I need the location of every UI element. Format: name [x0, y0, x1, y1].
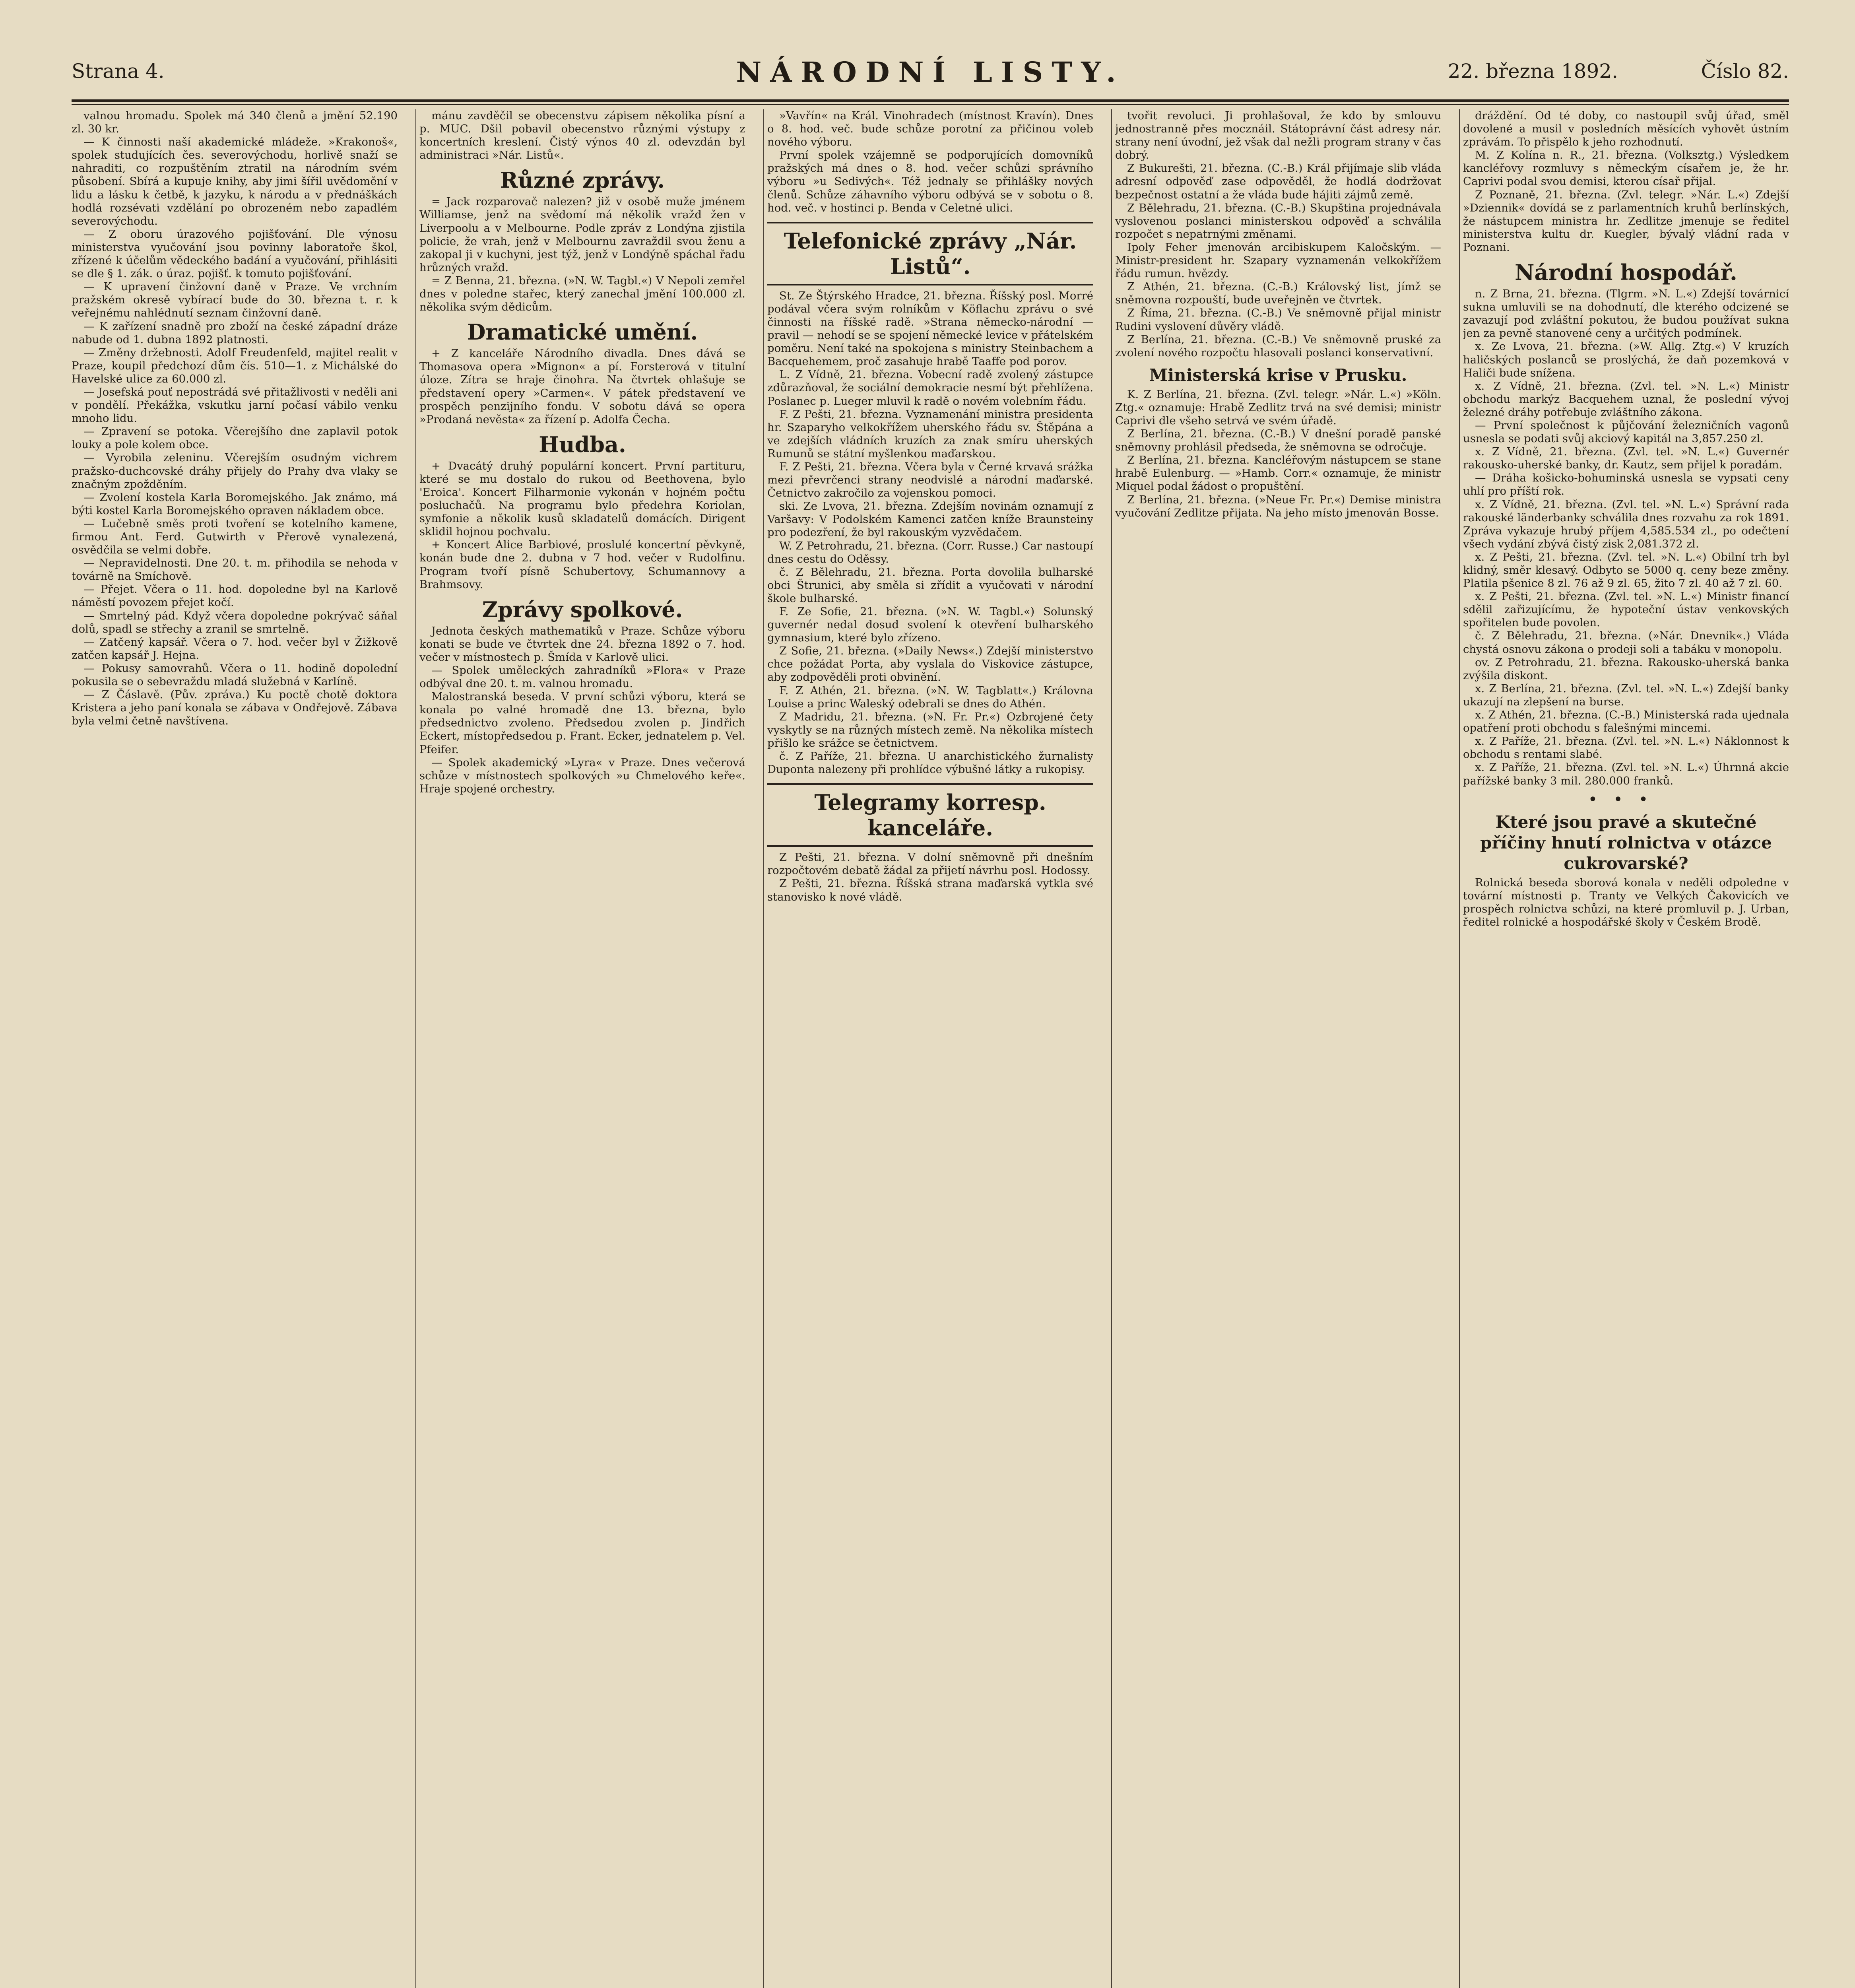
article: »Vavřín« na Král. Vinohradech (místnost Kravín). Dnes o 8. hod. več. bude schůze porotní za přičinou voleb nového výboru.	[767, 109, 1093, 149]
article: — K činnosti naší akademické mládeže. »Krakonoš«, spolek studujících čes. severovýchodu, horlivě snaží se nahraditi, co rozpuštěním ztratil na národním svém působení. Sbírá a kupuje knihy, aby jimi šířil uvědomění v lidu a lásku k četbě, k jazyku, k národu a v přednáškách hodlá rozsévati vzdělání po obrozeném nebo zapadlém severovýchodu.	[72, 136, 398, 227]
article: Z Říma, 21. března. (C.-B.) Ve sněmovně přijal ministr Rudini vyslovení důvěry vládě.	[1115, 307, 1441, 333]
article: — Zatčený kapsář. Včera o 7. hod. večer byl v Žižkově zatčen kapsář J. Hejna.	[72, 635, 398, 662]
article: Z Berlína, 21. března. (C.-B.) V dnešní poradě panské sněmovny prohlásil předseda, že sněmovna se odročuje.	[1115, 427, 1441, 454]
article: ski. Ze Lvova, 21. března. Zdejším novinám oznamují z Varšavy: V Podolském Kamenci zatčen kníže Braunsteiny pro podezření, že byl rakouským vyzvědačem.	[767, 500, 1093, 539]
article: — Zvolení kostela Karla Boromejského. Jak známo, má býti kostel Karla Boromejského opraven nákladem obce.	[72, 491, 398, 517]
article: M. Z Kolína n. R., 21. března. (Volksztg.) Výsledkem kancléřovy rozmluvy s německým císařem je, že hr. Caprivi podal svou demisi, kterou císař přijal.	[1463, 149, 1789, 188]
header-rule	[72, 99, 1789, 102]
section-heading-farmers-question: Které jsou pravé a skutečné příčiny hnutí rolnictva v otázce cukrovarské?	[1480, 812, 1772, 873]
page-header	[72, 56, 1789, 95]
article: Z Madridu, 21. března. (»N. Fr. Pr.«) Ozbrojené čety vyskytly se na různých místech země. Na několika místech přišlo ke srážce se četnictvem.	[767, 710, 1093, 749]
article: Z Berlína, 21. března. Kancléřovým nástupcem se stane hrabě Eulenburg. — »Hamb. Corr.« oznamuje, že ministr Miquel podal žádost o propuštění.	[1115, 454, 1441, 493]
article: — Vyrobila zeleninu. Včerejším osudným vichrem pražsko-duchcovské dráhy přijely do Prahy dva vlaky se značným zpožděním.	[72, 451, 398, 491]
column-2	[419, 109, 745, 1988]
section-heading-prussian-crisis: Ministerská krise v Prusku.	[1149, 365, 1407, 385]
column-divider	[1111, 109, 1112, 1988]
article: č. Z Bělehradu, 21. března. Porta dovolila bulharské obci Štrunici, aby směla si zřídit a vyučovati v národní škole bulharské.	[767, 565, 1093, 605]
article: W. Z Petrohradu, 21. března. (Corr. Russe.) Car nastoupí dnes cestu do Oděssy.	[767, 539, 1093, 565]
article: Z Bukurešti, 21. března. (C.-B.) Král přijímaje slib vláda adresní odpověď zase odpověděl, že hodlá dodržovat bezpečnost ostatní a že vláda bude hájiti zájmů země.	[1115, 162, 1441, 201]
article: Z Bělehradu, 21. března. (C.-B.) Skupština projednávala vyslovenou poslanci ministerskou odpověď a schválila rozpočet s nepatrnými změnami.	[1115, 201, 1441, 241]
column-divider	[415, 109, 416, 1988]
article: x. Z Athén, 21. března. (C.-B.) Ministerská rada ujednala opatření proti obchodu s falešnými mincemi.	[1463, 709, 1789, 735]
article: — Josefská pouť nepostrádá své přitažlivosti v neděli ani v pondělí. Překážka, vskutku jarní počasí vábilo venku mnoho lidu.	[72, 385, 398, 425]
article: F. Ze Sofie, 21. března. (»N. W. Tagbl.«) Solunský guvernér nedal dosud svolení k otevření bulharského gymnasium, které bylo zřízeno.	[767, 605, 1093, 645]
article: ov. Z Petrohradu, 21. března. Rakousko-uherská banka zvýšila diskont.	[1463, 656, 1789, 682]
section-heading-drama: Dramatické umění.	[467, 319, 698, 345]
article: x. Z Vídně, 21. března. (Zvl. tel. »N. L.«) Ministr obchodu markýz Bacquehem uznal, že poslední vývoj železné dráhy potřebuje zvláštního zákona.	[1463, 379, 1789, 419]
article: Ipoly Feher jmenován arcibiskupem Kaločským. — Ministr-president hr. Szapary vyznamenán velkokřížem řádu rumun. hvězdy.	[1115, 241, 1441, 280]
article: — Spolek uměleckých zahradníků »Flora« v Praze odbýval dne 20. t. m. valnou hromadu.	[419, 664, 745, 690]
section-heading-telegrams: Telegramy korresp. kanceláře.	[767, 783, 1093, 847]
article: L. Z Vídně, 21. března. Vobecní radě zvolený zástupce zdůrazňoval, že sociální demokracie nesmí být přehlížena. Poslanec p. Lueger mluvil k radě o novém volebním řádu.	[767, 368, 1093, 408]
article: — Změny držebnosti. Adolf Freudenfeld, majitel realit v Praze, koupil předchozí dům čís. 510—1. z Michálské do Havelské ulice za 60.000 zl.	[72, 346, 398, 385]
article: x. Z Paříže, 21. března. (Zvl. tel. »N. L.«) Úhrnná akcie pařížské banky 3 mil. 280.000 franků.	[1463, 761, 1789, 787]
page-number: Strana 4.	[72, 60, 165, 83]
column-divider	[763, 109, 764, 1988]
column-3	[767, 109, 1093, 1988]
article: tvořit revoluci. Ji prohlašoval, že kdo by smlouvu jednostranně přes mocznáil. Státoprávní část adresy nár. strany není úvodní, jež však dal nežli program strany v čas dobrý.	[1115, 109, 1441, 162]
section-heading-music: Hudba.	[539, 431, 626, 457]
article: Z Berlína, 21. března. (C.-B.) Ve sněmovně pruské za zvolení nového rozpočtu hlasovali poslanci konservativní.	[1115, 333, 1441, 359]
article: = Jack rozparovač nalezen? již v osobě muže jménem Williamse, jenž na svědomí má několik vražd žen v Liverpoolu a v Melbourne. Podle zpráv z Londýna zjistila policie, že vrah, jenž v Melbournu zavraždil svou ženu a zakopal ji v kuchyni, jest týž, jenž v Londýně spáchal řadu hrůzných vražd.	[419, 195, 745, 274]
article: F. Z Pešti, 21. března. Včera byla v Černé krvavá srážka mezi převrčenci strany neodvislé a národní maďarské. Četnictvo zakročilo za vojenskou pomoci.	[767, 460, 1093, 500]
article: dráždění. Od té doby, co nastoupil svůj úřad, směl dovolené a musil v posledních měsících vyhovět ústním zprávám. To přispělo k jeho rozhodnutí.	[1463, 109, 1789, 149]
article: č. Z Bělehradu, 21. března. (»Nár. Dnevnik«.) Vláda chystá osnovu zákona o prodeji soli a tabáku v monopolu.	[1463, 629, 1789, 656]
article: Z Athén, 21. března. (C.-B.) Královský list, jímž se sněmovna rozpouští, bude uveřejněn ve čtvrtek.	[1115, 280, 1441, 307]
article: — K zařízení snadně pro zboží na české západní dráze nabude od 1. dubna 1892 platnosti.	[72, 320, 398, 346]
article: mánu zavděčil se obecenstvu zápisem několika písní a p. MUC. Dšil pobavil obecenstvo různými výstupy z koncertních kreslení. Čistý výnos 40 zl. odevzdán byl administraci »Nár. Listů«.	[419, 109, 745, 162]
article: — Nepravidelnosti. Dne 20. t. m. přihodila se nehoda v továrně na Smíchově.	[72, 557, 398, 583]
article: Z Berlína, 21. března. (»Neue Fr. Pr.«) Demise ministra vyučování Zedlitze přijata. Na jeho místo jmenován Bosse.	[1115, 493, 1441, 519]
article: Jednota českých mathematiků v Praze. Schůze výboru konati se bude ve čtvrtek dne 24. března 1892 o 7. hod. večer v místnostech p. Šmída v Karlově ulici.	[419, 624, 745, 664]
article: x. Ze Lvova, 21. března. (»W. Allg. Ztg.«) V kruzích haličských poslanců se proslýchá, že daň pozemková v Haliči bude snížena.	[1463, 340, 1789, 379]
article: K. Z Berlína, 21. března. (Zvl. telegr. »Nár. L.«) »Köln. Ztg.« oznamuje: Hrabě Zedlitz trvá na své demisi; ministr Caprivi dle všeho setrvá ve svém úřadě.	[1115, 388, 1441, 427]
article: x. Z Vídně, 21. března. (Zvl. tel. »N. L.«) Guvernér rakousko-uherské banky, dr. Kautz, sem přijel k poradám.	[1463, 445, 1789, 472]
article: + Koncert Alice Barbiové, proslulé koncertní pěvkyně, konán bude dne 2. dubna v 7 hod. večer v Rudolfinu. Program tvoří písně Schubertovy, Schumannovy a Brahmsovy.	[419, 538, 745, 591]
article: x. Z Berlína, 21. března. (Zvl. tel. »N. L.«) Zdejší banky ukazují na zlepšení na burse.	[1463, 682, 1789, 708]
section-heading-various-news: Různé zprávy.	[500, 167, 665, 193]
column-1	[72, 109, 398, 1988]
article: + Z kanceláře Národního divadla. Dnes dává se Thomasova opera »Mignon« a pí. Forsterová v titulní úloze. Zítra se hraje činohra. Na čtvrtek ohlašuje se představení opery »Carmen«. V pátek představení ve prospěch penzijního fondu. V sobotu dává se opera »Prodaná nevěsta« za řízení p. Adolfa Čecha.	[419, 347, 745, 426]
article: Z Pešti, 21. března. Říšská strana maďarská vytkla své stanovisko k nové vládě.	[767, 877, 1093, 903]
article: = Z Benna, 21. března. (»N. W. Tagbl.«) V Nepoli zemřel dnes v poledne stařec, který zanechal jmění 100.000 zl. několika svým dědicům.	[419, 274, 745, 314]
article: — Smrtelný pád. Když včera dopoledne pokrývač sáňal dolů, spadl se střechy a zranil se smrtelně.	[72, 609, 398, 635]
article: — Spolek akademický »Lyra« v Praze. Dnes večerová schůze v místnostech spolkových »u Chmelového keře«. Hraje spojené orchestry.	[419, 756, 745, 795]
article: Z Pešti, 21. března. V dolní sněmovně při dnešním rozpočtovém debatě žádal za přijetí návrhu posl. Hodossy.	[767, 851, 1093, 877]
masthead-title: NÁRODNÍ LISTY.	[736, 56, 1125, 89]
article: — Z Čáslavě. (Pův. zpráva.) Ku poctě chotě doktora Kristera a jeho paní konala se zábava v Ondřejově. Zábava byla velmi četně navštívena.	[72, 688, 398, 728]
article: valnou hromadu. Spolek má 340 členů a jmění 52.190 zl. 30 kr.	[72, 109, 398, 136]
article: + Dvacátý druhý populární koncert. První partituru, které se mu dostalo do rukou od Beethovena, bylo 'Eroica'. Koncert Filharmonie vykonán v hojném počtu posluchačů. Na programu bylo předehra Koriolan, symfonie a několik kusů skladatelů domácích. Dirigent sklidil hojnou pochvalu.	[419, 459, 745, 538]
article: — K upravení činžovní daně v Praze. Ve vrchním pražském okresě vybírací bude do 30. března t. r. k veřejnému nahlédnutí seznam činžovní daně.	[72, 280, 398, 320]
column-divider	[1459, 109, 1460, 1988]
article: St. Ze Štýrského Hradce, 21. března. Říšský posl. Morré podával včera svým rolníkům v Köflachu zprávu o své činnosti na říšské radě. »Strana německo-národní — pravil — nehodí se se spojení německé levice v přátelském poměru. Není také na spokojena s ministry Steinbachem a Bacquehemem, proč zasahuje hrabě Taaffe pod porov.	[767, 289, 1093, 368]
article: x. Z Paříže, 21. března. (Zvl. tel. »N. L.«) Náklonnost k obchodu s rentami slabé.	[1463, 735, 1789, 761]
column-5	[1463, 109, 1789, 1988]
section-heading-economy: Národní hospodář.	[1515, 260, 1737, 285]
article: č. Z Paříže, 21. března. U anarchistického žurnalisty Duponta nalezeny při prohlídce výbušné látky a rukopisy.	[767, 750, 1093, 776]
header-rule-thin	[72, 104, 1789, 105]
article: První spolek vzájemně se podporujících domovníků pražských má dnes o 8. hod. večer schůzi správního výboru »u Sedivých«. Též jednaly se přihlášky nových členů. Schůze záhavního výboru odbývá se v sobotu o 8. hod. več. v hostinci p. Benda v Celetné ulici.	[767, 149, 1093, 214]
article: — Pokusy samovrahů. Včera o 11. hodině dopolední pokusila se o sebevraždu mladá služebná v Karlíně.	[72, 662, 398, 688]
ornament-divider: •••	[1588, 790, 1664, 809]
article: n. Z Brna, 21. března. (Tlgrm. »N. L.«) Zdejší továrnicí sukna umluvili se na dohodnutí, dle kterého odcizené se zavazují pod zvláštní pokutou, že budou používat sukna jen za pevně stanovené ceny a určitých podmínek.	[1463, 287, 1789, 340]
article: Z Poznaně, 21. března. (Zvl. telegr. »Nár. L.«) Zdejší »Dziennik« dovídá se z parlamentních kruhů berlínských, že nástupcem ministra hr. Zedlitze jmenuje se ředitel ministerstva kultu dr. Kuegler, bývalý vládní rada v Poznani.	[1463, 188, 1789, 254]
section-heading-telephone-reports: Telefonické zprávy „Nár. Listů“.	[767, 222, 1093, 285]
article: — Přejet. Včera o 11. hod. dopoledne byl na Karlově náměstí povozem přejet kočí.	[72, 583, 398, 609]
article: — První společnost k půjčování železničních vagonů usnesla se podati svůj akciový kapitál na 3,857.250 zl.	[1463, 419, 1789, 445]
issue-date: 22. března 1892.	[1448, 60, 1618, 83]
article: — Z oboru úrazového pojišťování. Dle výnosu ministerstva vyučování jsou povinny laboratoře škol, zřízené k účelům vědeckého badání a vyučování, přihlásiti se dle § 1. zák. o úraz. pojišť. k tomuto pojišťování.	[72, 227, 398, 280]
column-4	[1115, 109, 1441, 1988]
article: F. Z Pešti, 21. března. Vyznamenání ministra presidenta hr. Szaparyho velkokřížem uherského řádu sv. Štěpána a ve zdejších vládních kruzích za znak smíru uherských Rumunů se státní myšlenkou maďarskou.	[767, 408, 1093, 460]
article: x. Z Vídně, 21. března. (Zvl. tel. »N. L.«) Správní rada rakouské länderbanky schválila dnes rozvahu za rok 1891. Zpráva vykazuje hrubý příjem 4,585.534 zl., po odečtení všech vydání zbývá čistý zisk 2,081.372 zl.	[1463, 498, 1789, 550]
article: — Lučebně směs proti tvoření se kotelního kamene, firmou Ant. Ferd. Gutwirth v Přerově vynalezená, osvědčila se velmi dobře.	[72, 517, 398, 557]
article: x. Z Pešti, 21. března. (Zvl. tel. »N. L.«) Obilní trh byl klidný, směr klesavý. Odbyto se 5000 q. ceny beze změny. Platila pšenice 8 zl. 76 až 9 zl. 65, žito 7 zl. 40 až 7 zl. 60.	[1463, 550, 1789, 590]
article: Rolnická beseda sborová konala v neděli odpoledne v tovární místnosti p. Tranty ve Velkých Čakovicích ve prospěch rolnictva schůzi, na které promluvil p. J. Urban, ředitel rolnické a hospodářské školy v Českém Brodě.	[1463, 876, 1789, 928]
article: — Zpravení se potoka. Včerejšího dne zaplavil potok louky a pole kolem obce.	[72, 425, 398, 451]
article: Malostranská beseda. V první schůzi výboru, která se konala po valné hromadě dne 13. března, bylo předsednictvo zvoleno. Předsedou zvolen p. Jindřich Eckert, místopředsedou p. Frant. Ecker, jednatelem p. Vel. Pfeifer.	[419, 690, 745, 756]
article: F. Z Athén, 21. března. (»N. W. Tagblatt«.) Královna Louise a princ Waleský odebrali se dnes do Athén.	[767, 684, 1093, 710]
article: x. Z Pešti, 21. března. (Zvl. tel. »N. L.«) Ministr financí sdělil zařizujícímu, že hypoteční ústav venkovských spořitelen bude povolen.	[1463, 590, 1789, 629]
article: — Dráha košicko-bohuminská usnesla se vypsati ceny uhlí pro příští rok.	[1463, 472, 1789, 498]
article: Z Sofie, 21. března. (»Daily News«.) Zdejší ministerstvo chce požádat Porta, aby vyslala do Viskovice zástupce, aby zodpověděli proti obvinění.	[767, 645, 1093, 684]
issue-number: Číslo 82.	[1701, 60, 1789, 83]
section-heading-associations: Zprávy spolkové.	[482, 596, 683, 622]
